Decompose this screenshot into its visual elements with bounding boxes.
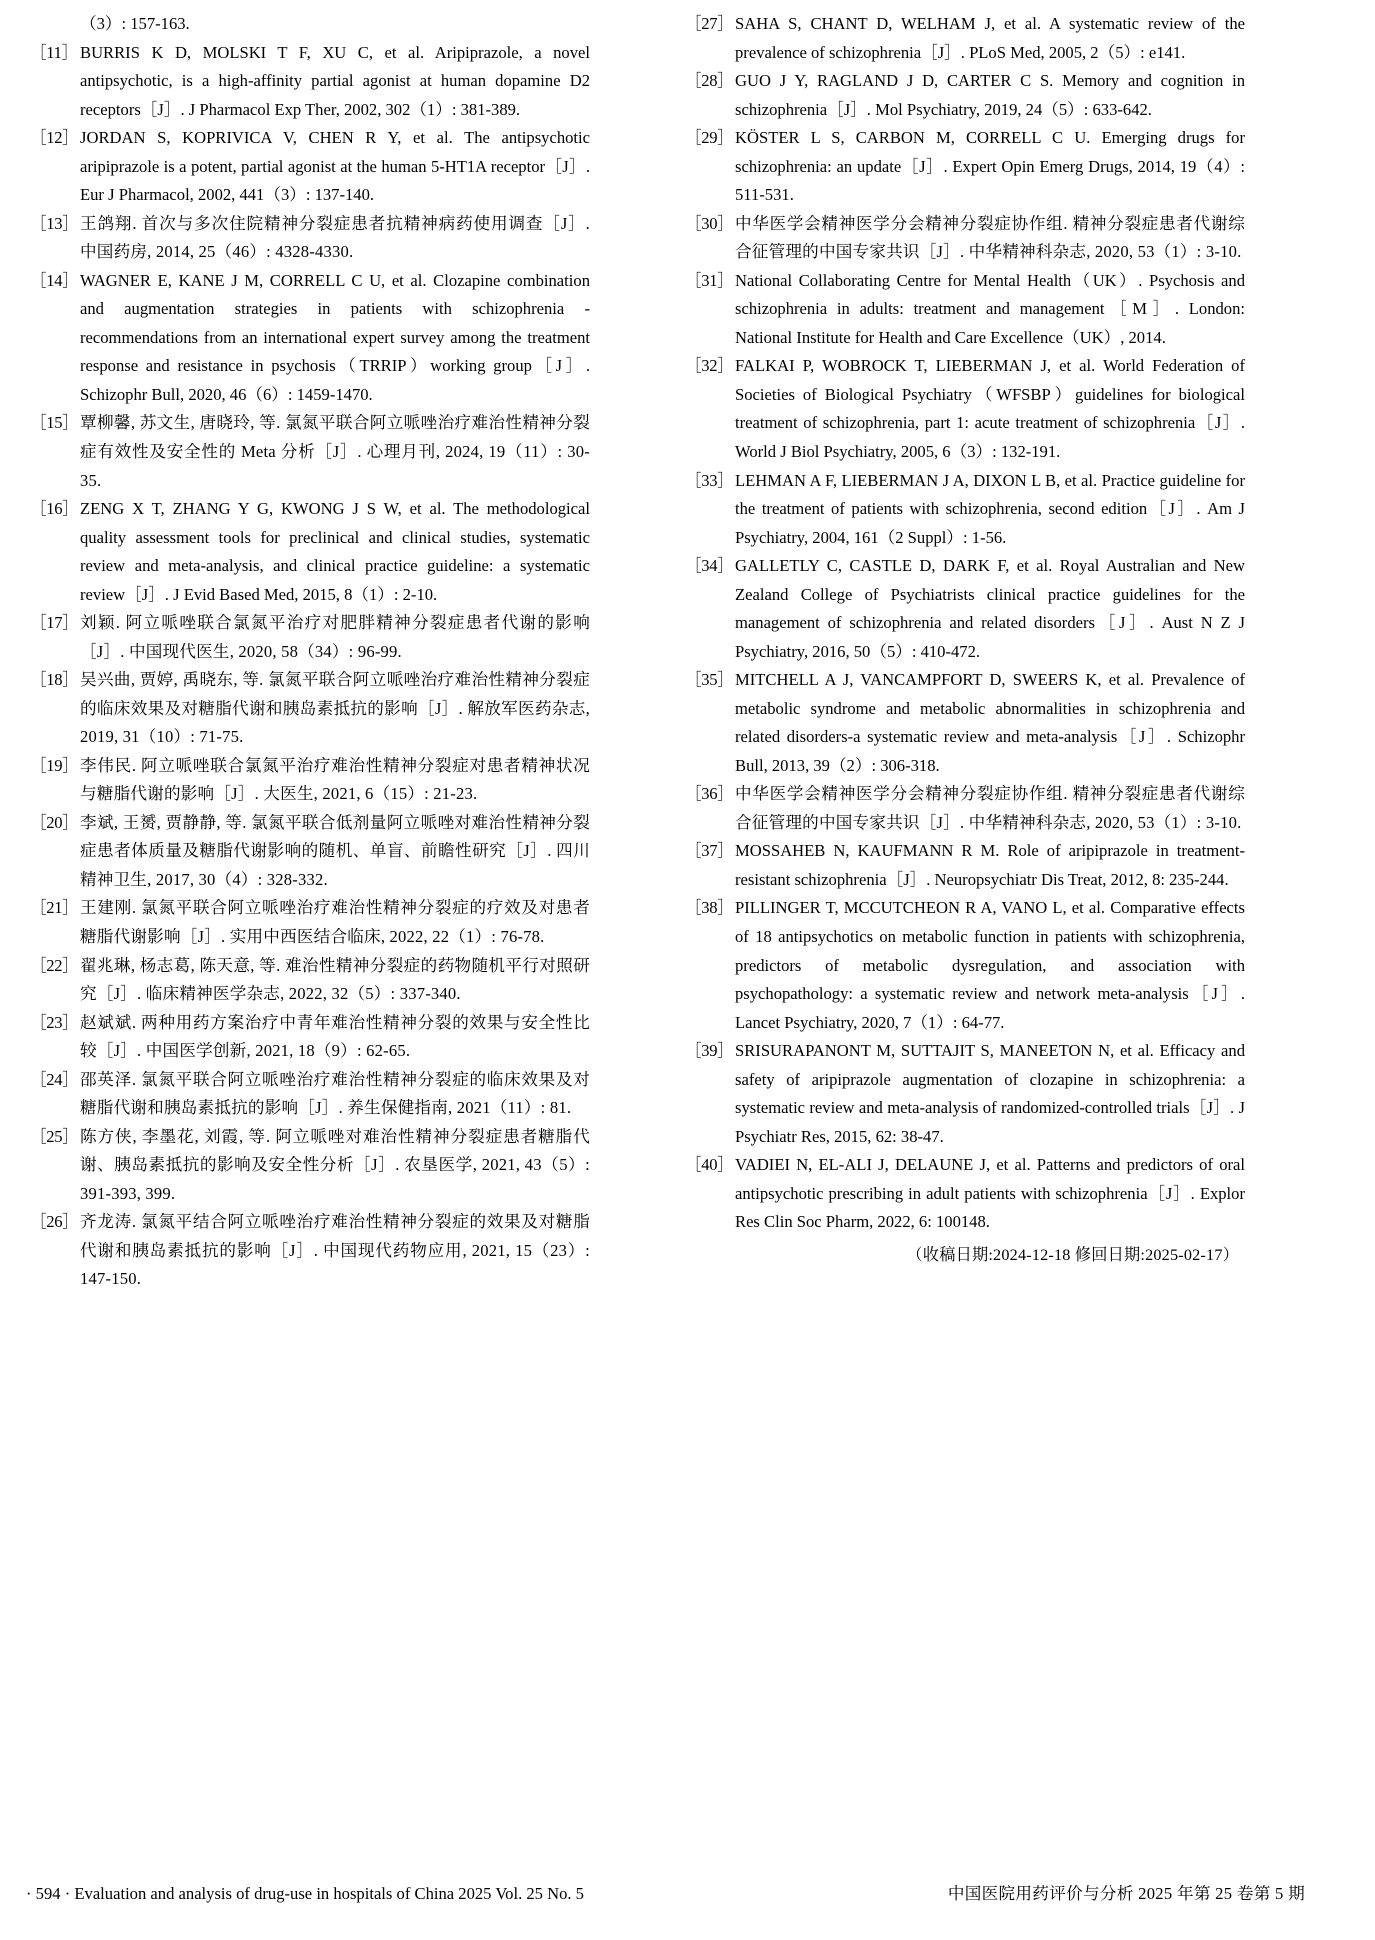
reference-number: ［17］	[30, 613, 79, 633]
reference-entry	[685, 352, 1245, 466]
reference-number: ［27］	[685, 14, 734, 33]
reference-text: 覃柳馨, 苏文生, 唐晓玲, 等. 氯氮平联合阿立哌唑治疗难治性精神分裂症有效性及安全性的 Meta 分析［J］. 心理月刊, 2024, 19（11）: 30-35.	[80, 413, 590, 490]
reference-text: WAGNER E, KANE J M, CORRELL C U, et al. Clozapine combination and augmentation strategies in patients with schizophrenia -recommendations from an international expert survey among the treatment response and resistance in psychosis（TRRIP）working group［J］. Schizophr Bull, 2020, 46（6）: 1459-1470.	[80, 270, 590, 404]
reference-entry	[30, 210, 590, 267]
reference-number: ［31］	[685, 270, 734, 290]
reference-number: ［34］	[685, 556, 734, 576]
reference-entry	[685, 267, 1245, 353]
reference-entry	[30, 1066, 590, 1123]
reference-entry	[30, 409, 590, 495]
reference-entry	[685, 552, 1245, 666]
reference-text: National Collaborating Centre for Mental Health（UK）. Psychosis and schizophrenia in adults: treatment and management［M］. London: National Institute for Health and Care Excellence（UK）, 2014.	[735, 270, 1245, 347]
reference-number: ［38］	[685, 898, 734, 918]
reference-text: SRISURAPANONT M, SUTTAJIT S, MANEETON N, et al. Efficacy and safety of aripiprazole augmentation of clozapine in schizophrenia: a systematic review and meta-analysis of randomized-controlled trials［J］. J Psychiatr Res, 2015, 62: 38-47.	[735, 1041, 1245, 1146]
reference-text: 刘颖. 阿立哌唑联合氯氮平治疗对肥胖精神分裂症患者代谢的影响［J］. 中国现代医生, 2020, 58（34）: 96-99.	[80, 613, 590, 661]
left-column	[30, 0, 590, 1294]
reference-text: 王建刚. 氯氮平联合阿立哌唑治疗难治性精神分裂症的疗效及对患者糖脂代谢影响［J］. 实用中西医结合临床, 2022, 22（1）: 76-78.	[80, 898, 590, 946]
reference-number: ［14］	[30, 270, 79, 290]
reference-number: ［37］	[685, 841, 734, 861]
right-reference-list	[685, 10, 1245, 1237]
reference-number: ［12］	[30, 128, 79, 148]
reference-entry	[685, 666, 1245, 780]
reference-number: ［40］	[685, 1155, 734, 1175]
reference-number: ［25］	[30, 1126, 79, 1146]
reference-text: 李伟民. 阿立哌唑联合氯氮平治疗难治性精神分裂症对患者精神状况与糖脂代谢的影响［J］. 大医生, 2021, 6（15）: 21-23.	[80, 755, 590, 804]
reference-text: JORDAN S, KOPRIVICA V, CHEN R Y, et al. The antipsychotic aripiprazole is a potent, partial agonist at the human 5-HT1A receptor［J］. Eur J Pharmacol, 2002, 441（3）: 137-140.	[80, 128, 590, 205]
reference-text: ZENG X T, ZHANG Y G, KWONG J S W, et al. The methodological quality assessment tools for preclinical and clinical studies, systematic review and meta-analysis, and clinical practice guideline: a systematic review［J］. J Evid Based Med, 2015, 8（1）: 2-10.	[80, 499, 590, 604]
reference-text: 翟兆琳, 杨志葛, 陈天意, 等. 难治性精神分裂症的药物随机平行对照研究［J］. 临床精神医学杂志, 2022, 32（5）: 337-340.	[80, 955, 590, 1004]
reference-text: 齐龙涛. 氯氮平结合阿立哌唑治疗难治性精神分裂症的效果及对糖脂代谢和胰岛素抵抗的影响［J］. 中国现代药物应用, 2021, 15（23）: 147-150.	[80, 1212, 590, 1289]
reference-text: 赵斌斌. 两种用药方案治疗中青年难治性精神分裂的效果与安全性比较［J］. 中国医学创新, 2021, 18（9）: 62-65.	[80, 1012, 590, 1061]
reference-number: ［21］	[30, 898, 79, 918]
reference-text: MITCHELL A J, VANCAMPFORT D, SWEERS K, et al. Prevalence of metabolic syndrome and metabolic abnormalities in schizophrenia and related disorders-a systematic review and meta-analysis［J］. Schizophr Bull, 2013, 39（2）: 306-318.	[735, 670, 1245, 775]
reference-number: ［24］	[30, 1069, 79, 1089]
reference-entry	[30, 1123, 590, 1209]
reference-number: ［22］	[30, 955, 79, 975]
reference-number: ［30］	[685, 213, 734, 233]
reference-entry	[30, 124, 590, 210]
reference-entry	[685, 210, 1245, 267]
reference-entry	[685, 837, 1245, 894]
page-footer	[0, 1880, 1375, 1904]
footer-english-journal-line: · 594 · Evaluation and analysis of drug-use in hospitals of China 2025 Vol. 25 No. 5	[26, 1884, 584, 1903]
reference-entry	[30, 952, 590, 1009]
reference-entry	[685, 894, 1245, 1037]
reference-entry	[685, 1037, 1245, 1151]
reference-text: 陈方侠, 李墨花, 刘霞, 等. 阿立哌唑对难治性精神分裂症患者糖脂代谢、胰岛素抵抗的影响及安全性分析［J］. 农垦医学, 2021, 43（5）: 391-393, 399.	[80, 1126, 590, 1203]
reference-entry	[30, 666, 590, 752]
reference-entry	[685, 10, 1245, 67]
reference-text: FALKAI P, WOBROCK T, LIEBERMAN J, et al. World Federation of Societies of Biological Psychiatry（WFSBP）guidelines for biological treatment of schizophrenia, part 1: acute treatment of schizophrenia［J］. World J Biol Psychiatry, 2005, 6（3）: 132-191.	[735, 356, 1245, 461]
reference-text: GUO J Y, RAGLAND J D, CARTER C S. Memory and cognition in schizophrenia［J］. Mol Psychiatry, 2019, 24（5）: 633-642.	[735, 71, 1245, 119]
reference-text: MOSSAHEB N, KAUFMANN R M. Role of aripiprazole in treatment-resistant schizophrenia［J］. Neuropsychiatr Dis Treat, 2012, 8: 235-244.	[735, 841, 1245, 889]
reference-entry	[685, 467, 1245, 553]
reference-number: ［33］	[685, 470, 734, 490]
reference-text: 王鸽翔. 首次与多次住院精神分裂症患者抗精神病药使用调查［J］. 中国药房, 2014, 25（46）: 4328-4330.	[80, 213, 590, 262]
reference-entry	[685, 780, 1245, 837]
reference-number: ［32］	[685, 356, 734, 376]
reference-number: ［36］	[685, 784, 734, 804]
reference-entry	[30, 267, 590, 410]
reference-number: ［11］	[30, 42, 78, 62]
reference-entry	[685, 1151, 1245, 1237]
reference-text: 中华医学会精神医学分会精神分裂症协作组. 精神分裂症患者代谢综合征管理的中国专家共识［J］. 中华精神科杂志, 2020, 53（1）: 3-10.	[735, 213, 1245, 262]
submission-dateline: （收稿日期:2024-12-18 修回日期:2025-02-17）	[906, 1245, 1239, 1264]
reference-number: ［15］	[30, 413, 79, 433]
reference-entry	[685, 124, 1245, 210]
reference-number: ［13］	[30, 213, 79, 233]
reference-entry	[30, 39, 590, 125]
reference-entry	[30, 894, 590, 951]
reference-text: BURRIS K D, MOLSKI T F, XU C, et al. Aripiprazole, a novel antipsychotic, is a high-affinity partial agonist at human dopamine D2 receptors［J］. J Pharmacol Exp Ther, 2002, 302（1）: 381-389.	[80, 42, 590, 119]
reference-number: ［35］	[685, 670, 734, 690]
reference-text: PILLINGER T, MCCUTCHEON R A, VANO L, et al. Comparative effects of 18 antipsychotics on metabolic function in patients with schizophrenia, predictors of metabolic dysregulation, and association with psychopathology: a systematic review and network meta-analysis［J］. Lancet Psychiatry, 2020, 7（1）: 64-77.	[735, 898, 1245, 1032]
reference-text: VADIEI N, EL-ALI J, DELAUNE J, et al. Patterns and predictors of oral antipsychotic prescribing in adult patients with schizophrenia［J］. Explor Res Clin Soc Pharm, 2022, 6: 100148.	[735, 1155, 1245, 1232]
reference-entry	[30, 1009, 590, 1066]
reference-text: LEHMAN A F, LIEBERMAN J A, DIXON L B, et al. Practice guideline for the treatment of patients with schizophrenia, second edition［J］. Am J Psychiatry, 2004, 161（2 Suppl）: 1-56.	[735, 470, 1245, 547]
reference-entry	[30, 609, 590, 666]
continued-reference-text: （3）: 157-163.	[80, 14, 190, 33]
reference-text: SAHA S, CHANT D, WELHAM J, et al. A systematic review of the prevalence of schizophrenia［J］. PLoS Med, 2005, 2（5）: e141.	[735, 14, 1245, 62]
reference-number: ［39］	[685, 1041, 734, 1061]
right-column	[685, 0, 1245, 1294]
reference-number: ［18］	[30, 670, 79, 690]
reference-text: 邵英泽. 氯氮平联合阿立哌唑治疗难治性精神分裂症的临床效果及对糖脂代谢和胰岛素抵抗的影响［J］. 养生保健指南, 2021（11）: 81.	[80, 1069, 590, 1118]
reference-text: 李斌, 王赟, 贾静静, 等. 氯氮平联合低剂量阿立哌唑对难治性精神分裂症患者体质量及糖脂代谢影响的随机、单盲、前瞻性研究［J］. 四川精神卫生, 2017, 30（4）: 328-332.	[80, 812, 590, 889]
footer-chinese-journal-line: 中国医院用药评价与分析 2025 年第 25 卷第 5 期	[947, 1884, 1305, 1903]
reference-number: ［26］	[30, 1212, 79, 1232]
left-reference-list	[30, 39, 590, 1294]
reference-number: ［16］	[30, 499, 79, 519]
reference-number: ［20］	[30, 812, 79, 832]
reference-text: 吴兴曲, 贾婷, 禹晓东, 等. 氯氮平联合阿立哌唑治疗难治性精神分裂症的临床效果及对糖脂代谢和胰岛素抵抗的影响［J］. 解放军医药杂志, 2019, 31（10）: 71-75.	[80, 670, 590, 747]
reference-number: ［29］	[685, 128, 734, 148]
reference-number: ［19］	[30, 755, 79, 775]
reference-number: ［28］	[685, 71, 734, 91]
reference-number: ［23］	[30, 1012, 79, 1032]
reference-text: GALLETLY C, CASTLE D, DARK F, et al. Royal Australian and New Zealand College of Psychiatrists clinical practice guidelines for the management of schizophrenia and related disorders［J］. Aust N Z J Psychiatry, 2016, 50（5）: 410-472.	[735, 556, 1245, 661]
reference-text: KÖSTER L S, CARBON M, CORRELL C U. Emerging drugs for schizophrenia: an update［J］. Expert Opin Emerg Drugs, 2014, 19（4）: 511-531.	[735, 128, 1245, 205]
reference-text: 中华医学会精神医学分会精神分裂症协作组. 精神分裂症患者代谢综合征管理的中国专家共识［J］. 中华精神科杂志, 2020, 53（1）: 3-10.	[735, 784, 1245, 832]
reference-entry	[685, 67, 1245, 124]
reference-entry	[30, 495, 590, 609]
reference-entry	[30, 752, 590, 809]
reference-entry	[30, 809, 590, 895]
reference-entry	[30, 1208, 590, 1294]
